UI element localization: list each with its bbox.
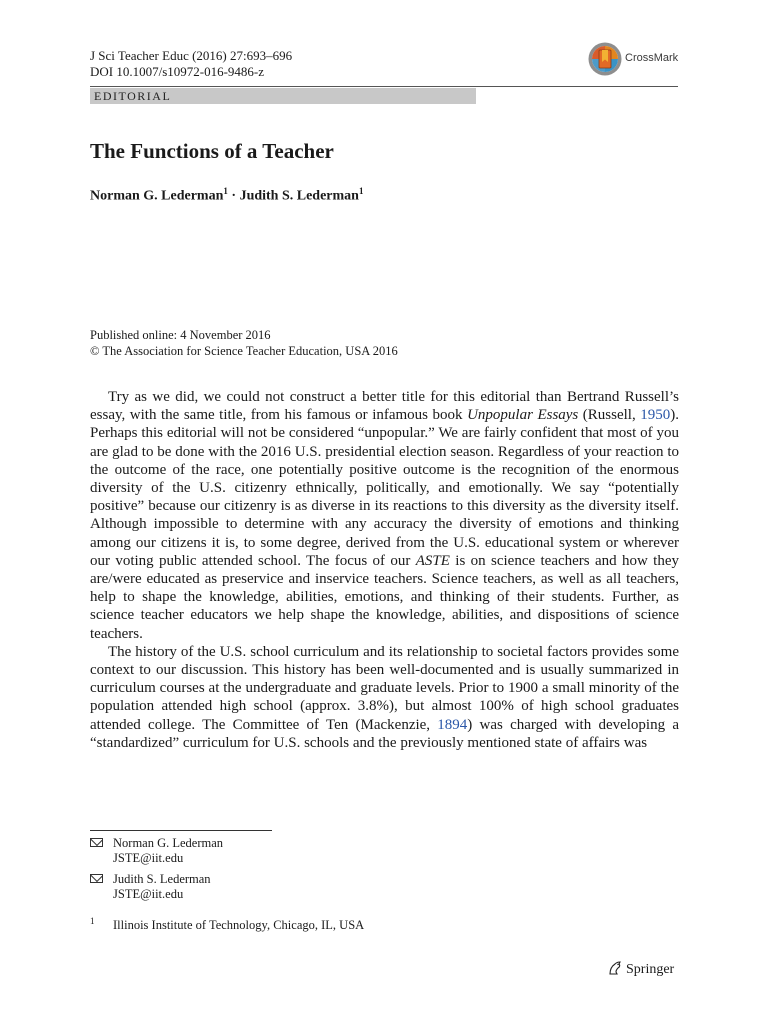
body-text-segment: is on science teachers and how they are/were educated as preservice and inservice teachers. Science teachers, as well as all teachers, help to shape the knowledge, abilities, emotions, and thinking of their students. Further, as science teacher educators we help shape the knowledge, abilities, and dispositions of science teachers. [90, 552, 679, 642]
article-body [90, 388, 679, 752]
springer-horse-icon [607, 960, 623, 976]
article-title: The Functions of a Teacher [90, 139, 334, 163]
affiliation-marker: 1 [223, 186, 228, 196]
author-name[interactable]: Judith S. Lederman [239, 188, 359, 204]
header-rule [90, 86, 678, 87]
journal-name: ASTE [415, 552, 450, 569]
publisher-logo [607, 960, 674, 978]
body-text-segment: Try as we did, we could not construct a better title for this editorial than Bertrand Russell’s essay, with the same title, from his famous or infamous book [90, 389, 679, 424]
crossmark-icon [587, 41, 623, 77]
affiliation-text: Illinois Institute of Technology, Chicago, IL, USA [113, 918, 365, 932]
affiliation-number: 1 [90, 916, 95, 926]
section-label: EDITORIAL [94, 89, 172, 103]
contact-email[interactable]: JSTE@iit.edu [113, 887, 184, 901]
journal-meta [90, 48, 292, 80]
author-separator: · [227, 188, 240, 204]
footnote-rule [90, 830, 272, 831]
section-bar [90, 88, 476, 104]
contact-name: Norman G. Lederman [113, 836, 224, 850]
body-text-segment: The history of the U.S. school curriculum and its relationship to societal factors provides some context to our discussion. This history has been well-documented and is usually summarized in curriculum courses at the undergraduate and graduate levels. Prior to 1900 a small minority of the population attended high school (approx. 3.8%), but almost 100% of high school graduates attended college. The Committee of Ten (Mackenzie, [90, 643, 679, 733]
author-name[interactable]: Norman G. Lederman [90, 188, 224, 204]
doi[interactable]: DOI 10.1007/s10972-016-9486-z [90, 64, 265, 79]
publication-info [90, 327, 398, 359]
author-list [90, 186, 363, 205]
body-paragraph [90, 388, 679, 643]
crossmark-label: CrossMark [625, 52, 679, 64]
published-date: Published online: 4 November 2016 [90, 328, 271, 342]
body-text-segment: ). Perhaps this editorial will not be considered “unpopular.” We are fairly confident that most of you are glad to be done with the 2016 U.S. presidential election season. Regardless of your reaction to the outcome of the race, one potentially positive outcome is the recognition of the enormous diversity of the U.S. citizenry ethnically, politically, and emotionally. We say “potentially positive” because our citizenry is as diverse in its reactions to this diversity as the diversity itself. Although impossible to determine with any accuracy the diversity of emotions and thinking among our citizens it is, to some degree, derived from the U.S. educational system or wherever our voting public attended school. The focus of our [90, 407, 679, 569]
body-text-segment: (Russell, [578, 407, 641, 424]
journal-citation: J Sci Teacher Educ (2016) 27:693–696 [90, 48, 293, 63]
body-text-segment: ) was charged with developing a “standardized” curriculum for U.S. schools and the previously mentioned state of affairs was [90, 716, 679, 751]
citation-link[interactable]: 1950 [640, 407, 671, 424]
copyright-line: © The Association for Science Teacher Education, USA 2016 [90, 344, 398, 358]
citation-link[interactable]: 1894 [437, 716, 468, 733]
book-title: Unpopular Essays [467, 407, 579, 424]
crossmark-badge[interactable] [587, 41, 687, 77]
publisher-name: Springer [626, 962, 675, 977]
contact-name: Judith S. Lederman [113, 872, 211, 886]
envelope-icon [90, 874, 103, 883]
envelope-icon [90, 838, 103, 847]
affiliation-marker: 1 [358, 186, 364, 196]
body-paragraph [90, 643, 679, 752]
contact-email[interactable]: JSTE@iit.edu [113, 851, 184, 865]
